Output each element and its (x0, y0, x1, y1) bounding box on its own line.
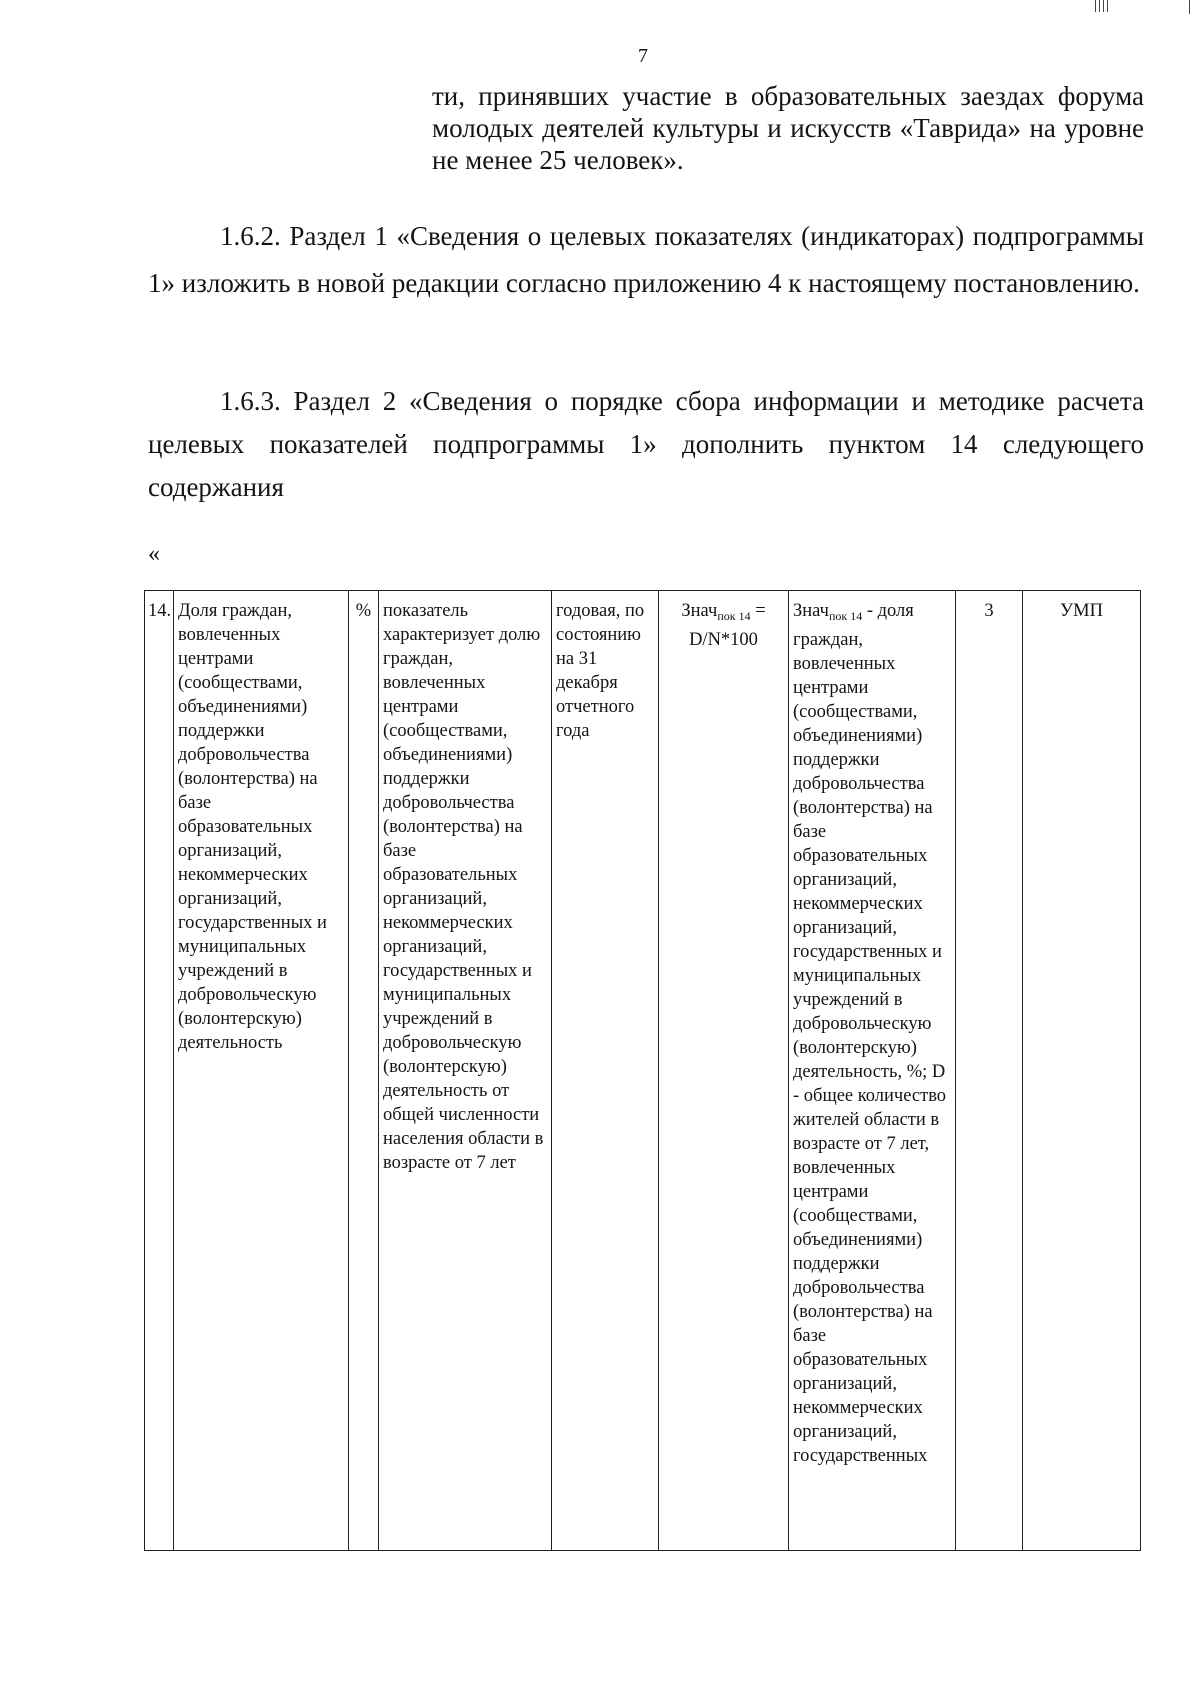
unit-cell (349, 591, 379, 1551)
formula-suffix: = D/N*100 (689, 601, 766, 650)
indicator-name-cell (174, 591, 349, 1551)
row-number-cell (145, 591, 174, 1551)
formula-prefix: Знач (681, 601, 718, 621)
indicator-name: Доля граждан, вовлеченных центрами (сообществами, объединениями) поддержки добровольчества (волонтерства) на базе образовательных организаций, некоммерческих организаций, государственных и муниципальных учреждений в добровольческую (волонтерскую) деятельность (178, 601, 327, 1053)
formula-cell (659, 591, 789, 1551)
periodicity: годовая, по состоянию на 31 декабря отчетного года (556, 601, 645, 741)
method-cell (956, 591, 1023, 1551)
paragraph-1-6-3: 1.6.3. Раздел 2 «Сведения о порядке сбора информации и методике расчета целевых показателей подпрограммы 1» дополнить пунктом 14 следующего содержания (148, 386, 1144, 502)
explanation-cell (789, 591, 956, 1551)
periodicity-cell (552, 591, 659, 1551)
responsible: УМП (1060, 601, 1103, 621)
explanation-index: пок 14 (828, 609, 863, 623)
method-number: 3 (984, 601, 994, 621)
row-number: 14. (148, 601, 172, 621)
indicator-table (144, 590, 1141, 1551)
description-cell (379, 591, 552, 1551)
formula (681, 601, 765, 650)
table-row (145, 591, 1141, 1551)
explanation (793, 601, 946, 1466)
explanation-text: - доля граждан, вовлеченных центрами (сообществами, объединениями) поддержки добровольчества (волонтерства) на базе образовательных организаций, некоммерческих организаций, государственных и муниципальных учреждений в добровольческую (волонтерскую) деятельность, %; D - общее количество жителей области в возрасте от 7 лет, вовлеченных центрами (сообществами, объединениями) поддержки добровольчества (волонтерства) на базе образовательных организаций, некоммерческих организаций, государственных (793, 601, 947, 1466)
paragraph-1-6-2: 1.6.2. Раздел 1 «Сведения о целевых показателях (индикаторах) подпрограммы 1» изложить в новой редакции согласно приложению 4 к настоящему постановлению. (148, 221, 1144, 298)
explanation-prefix: Знач (793, 601, 829, 621)
continuation-paragraph: ти, принявших участие в образовательных заездах форума молодых деятелей культуры и искусств «Таврида» на уровне не менее 25 человек». (432, 81, 1144, 175)
indicator-description: показатель характеризует долю граждан, вовлеченных центрами (сообществами, объединениями) поддержки добровольчества (волонтерства) на базе образовательных организаций, некоммерческих организаций, государственных и муниципальных учреждений в добровольческую (волонтерскую) деятельность от общей численности населения области в возрасте от 7 лет (383, 601, 544, 1173)
unit: % (355, 601, 372, 621)
scan-artifact-marks (1080, 0, 1200, 14)
opening-quote: « (148, 541, 160, 567)
formula-index: пок 14 (717, 609, 751, 623)
page-number: 7 (638, 45, 648, 67)
responsible-cell (1023, 591, 1141, 1551)
